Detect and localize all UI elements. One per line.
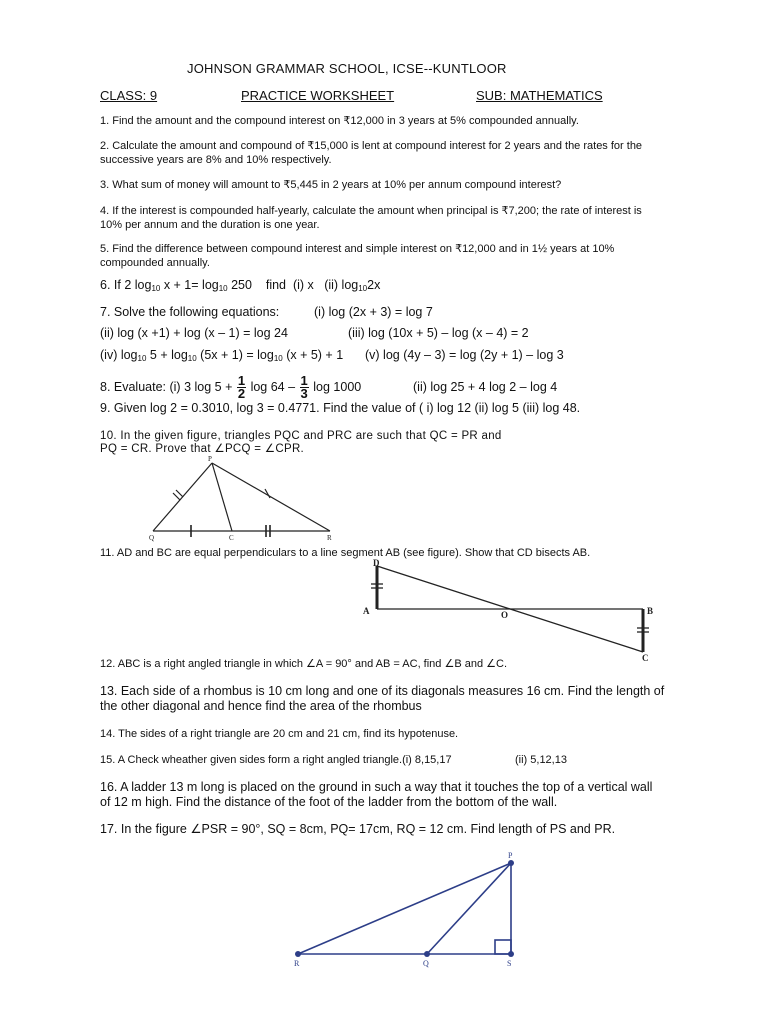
fig10-label-q: Q: [149, 534, 155, 542]
question-8: 8. Evaluate: (i) 3 log 5 + $\frac{1}{2}$ log 64 – $\frac{1}{3}$ log 1000 (ii) log 25 + 4 log 2 – log 4: [100, 373, 558, 402]
question-2: 2. Calculate the amount and compound of ₹15,000 is lent at compound interest for 2 years and the rates for the successive years are 8% and 10% respectively.: [100, 140, 643, 166]
figure-17-triangle: [290, 848, 530, 973]
fig11-label-o: O: [501, 610, 509, 620]
fig10-label-p: P: [208, 455, 212, 463]
question-7-line-3: (iv) $\log_{10} 5 + \log_{10} (5x + 1) = \log_{10} (x + 5) + 1$ (v) log (4y – 3) = log (2y + 1) – log 3: [100, 348, 564, 363]
question-13: 13. Each side of a rhombus is 10 cm long and one of its diagonals measures 16 cm. Find the length of the other diagonal and hence find the area of the rhombus: [100, 684, 665, 713]
fig10-label-r: R: [327, 534, 332, 542]
fig17-label-r: R: [294, 959, 300, 968]
question-10-line-1: 10. In the given figure, triangles PQC and PRC are such that QC = PR and: [100, 430, 502, 442]
question-6: 6. If 2 $\log_{10} x + 1= \log_{10} 250$ find (i) x (ii) $\log_{10}2x$: [100, 278, 381, 293]
fig11-label-d: D: [373, 558, 380, 568]
question-7-line-2: (ii) log (x +1) + log (x – 1) = log 24 (iii) log (10x + 5) – log (x – 4) = 2: [100, 326, 529, 340]
fraction-one-third: $\frac{1}{3}$: [300, 373, 308, 402]
question-12: 12. ABC is a right angled triangle in which ∠A = 90° and AB = AC, find ∠B and ∠C.: [100, 658, 507, 670]
question-3: 3. What sum of money will amount to ₹5,445 in 2 years at 10% per annum compound interest?: [100, 179, 562, 191]
question-16: 16. A ladder 13 m long is placed on the ground in such a way that it touches the top of a vertical wall of 12 m high. Find the distance of the foot of the ladder from the bottom of the wall.: [100, 780, 653, 809]
fraction-one-half: $\frac{1}{2}$: [237, 373, 246, 402]
worksheet-title: PRACTICE WORKSHEET: [241, 88, 395, 103]
question-1: 1. Find the amount and the compound interest on ₹12,000 in 3 years at 5% compounded annually.: [100, 115, 579, 127]
question-5: 5. Find the difference between compound interest and simple interest on ₹12,000 and in 1½ years at 10% compounded annually.: [100, 243, 615, 269]
question-14: 14. The sides of a right triangle are 20 cm and 21 cm, find its hypotenuse.: [100, 728, 459, 740]
fig17-label-s: S: [507, 959, 512, 968]
figure-11-perpendiculars: [355, 556, 665, 666]
fig17-label-p: P: [508, 851, 513, 860]
question-15: 15. A Check wheather given sides form a right angled triangle.(i) 8,15,17 (ii) 5,12,13: [100, 754, 567, 766]
class-label: CLASS: 9: [100, 88, 158, 103]
question-10-line-2: PQ = CR. Prove that ∠PCQ = ∠CPR.: [100, 443, 305, 455]
question-11: 11. AD and BC are equal perpendiculars to a line segment AB (see figure). Show that CD bisects AB.: [100, 547, 591, 559]
fig17-label-q: Q: [423, 959, 429, 968]
fig10-label-c: C: [229, 534, 234, 542]
question-9: 9. Given log 2 = 0.3010, log 3 = 0.4771. Find the value of ( i) log 12 (ii) log 5 (iii) log 48.: [100, 401, 581, 415]
fig11-label-c: C: [642, 653, 649, 663]
figure-10-triangles: [140, 452, 350, 542]
fig11-label-a: A: [363, 606, 370, 616]
question-17: 17. In the figure ∠PSR = 90°, SQ = 8cm, PQ= 17cm, RQ = 12 cm. Find length of PS and PR.: [100, 822, 616, 836]
question-4: 4. If the interest is compounded half-yearly, calculate the amount when principal is ₹7,200; the rate of interest is 10% per annum and the duration is one year.: [100, 205, 642, 231]
fig11-label-b: B: [647, 606, 654, 616]
school-name: JOHNSON GRAMMAR SCHOOL, ICSE--KUNTLOOR: [187, 61, 507, 76]
subject-label: SUB: MATHEMATICS: [476, 88, 603, 103]
question-7-line-1: 7. Solve the following equations: (i) log (2x + 3) = log 7: [100, 305, 433, 319]
